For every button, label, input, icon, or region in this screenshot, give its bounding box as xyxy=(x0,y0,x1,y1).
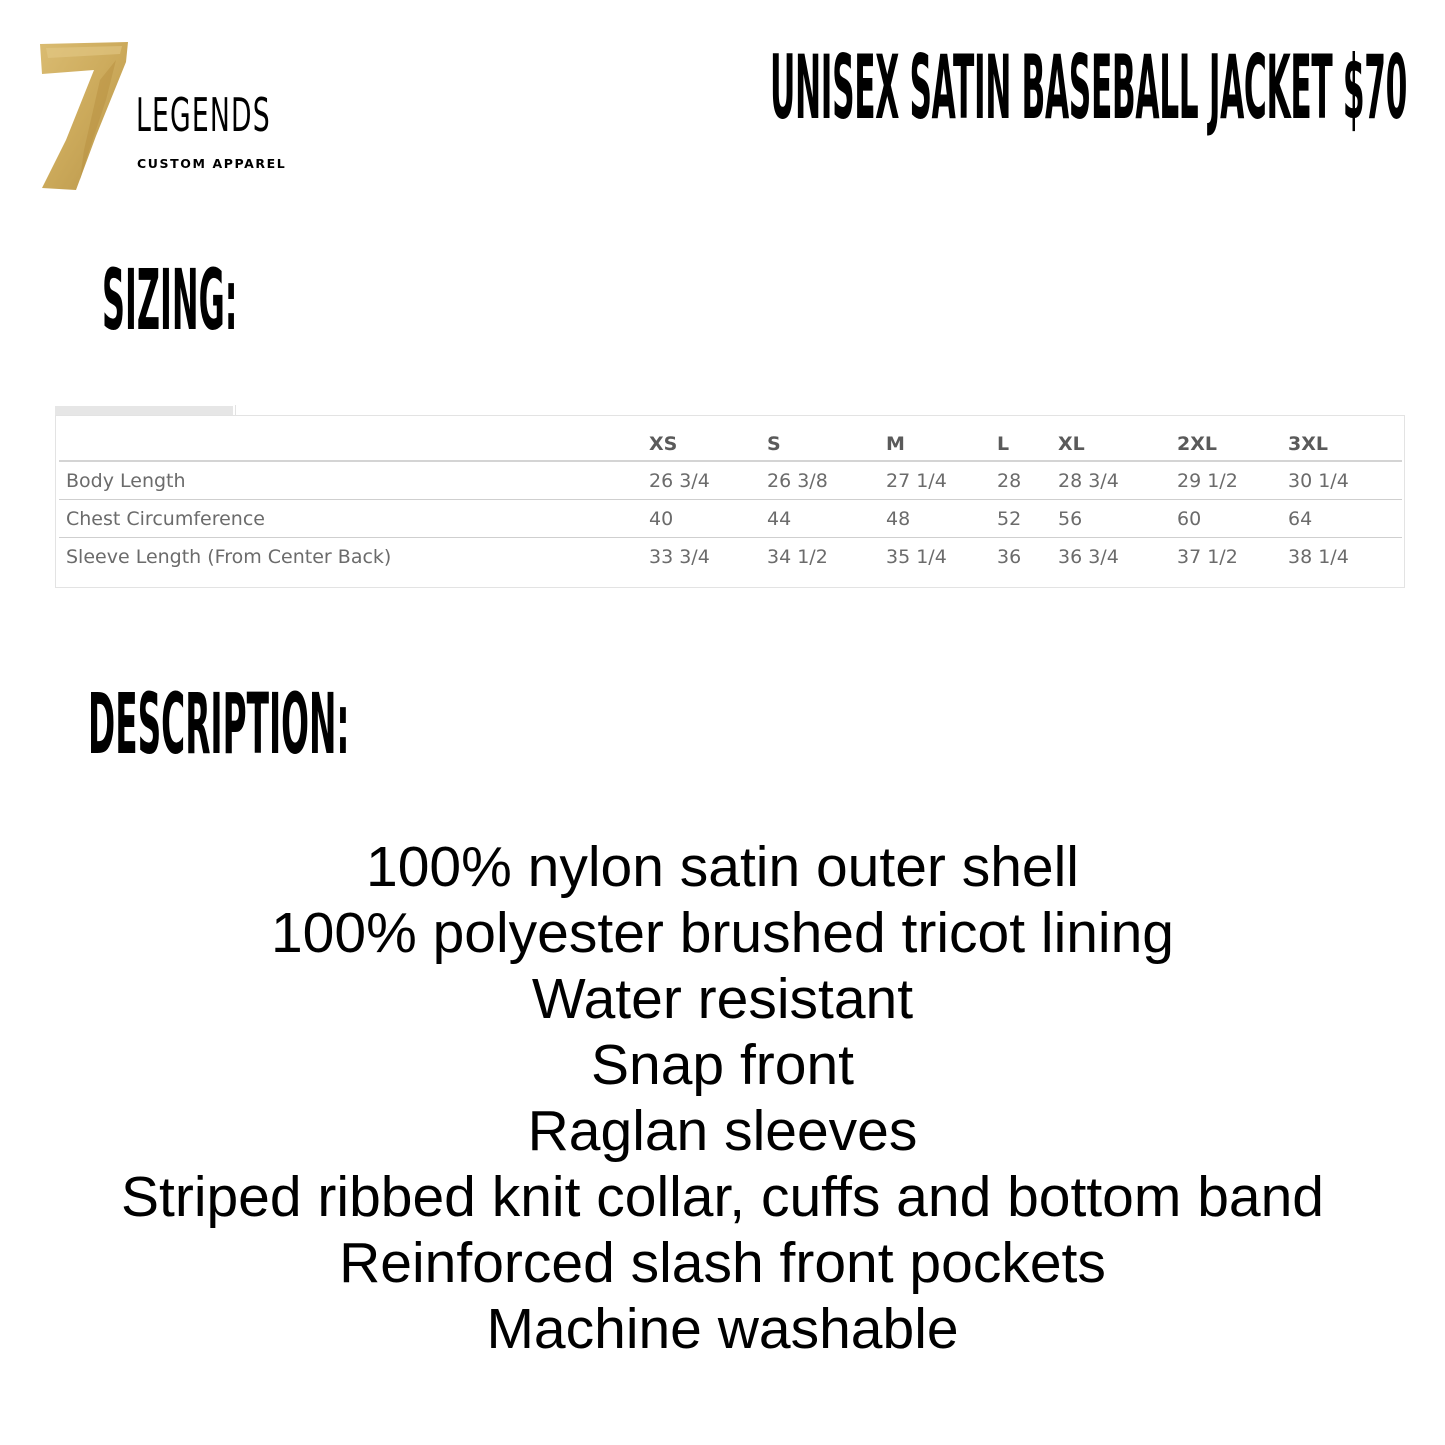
description-line: 100% polyester brushed tricot lining xyxy=(270,901,1174,965)
table-cell: 52 xyxy=(997,500,1058,538)
product-title: UNISEX SATIN BASEBALL JACKET $70 xyxy=(770,36,1407,139)
row-label: Chest Circumference xyxy=(59,500,649,538)
table-cell: 36 3/4 xyxy=(1058,545,1119,568)
sizing-heading: SIZING: xyxy=(102,251,238,349)
table-cell: 28 xyxy=(997,461,1058,500)
table-cell: 27 1/4 xyxy=(886,461,997,500)
description-line: Striped ribbed knit collar, cuffs and bottom band xyxy=(120,1165,1324,1229)
header-size-2xl: 2XL xyxy=(1177,428,1288,461)
table-cell: 33 3/4 xyxy=(649,545,710,568)
table-cell: 28 3/4 xyxy=(1058,461,1177,500)
description-line: Machine washable xyxy=(486,1297,959,1361)
brand-logo xyxy=(36,40,287,192)
header-size-3xl: 3XL xyxy=(1288,428,1402,461)
size-table xyxy=(59,428,1402,575)
table-cell: 38 1/4 xyxy=(1288,545,1349,568)
header-size-s: S xyxy=(767,428,886,461)
row-label: Body Length xyxy=(59,461,649,500)
table-cell: 29 1/2 xyxy=(1177,461,1288,500)
description-heading: DESCRIPTION: xyxy=(88,675,350,773)
table-cell: 30 1/4 xyxy=(1288,461,1402,500)
table-header-row xyxy=(59,428,1402,461)
description-line: Snap front xyxy=(590,1033,854,1097)
table-cell: 26 3/8 xyxy=(767,461,886,500)
description-line: Reinforced slash front pockets xyxy=(339,1231,1106,1295)
table-row xyxy=(59,538,1402,576)
header-size-m: M xyxy=(886,428,997,461)
table-cell: 36 xyxy=(997,545,1022,568)
table-cell: 60 xyxy=(1177,500,1288,538)
header-label xyxy=(59,428,649,461)
table-cell: 35 1/4 xyxy=(886,545,947,568)
table-cell: 64 xyxy=(1288,500,1402,538)
table-cell: 44 xyxy=(767,500,886,538)
header-size-xs: XS xyxy=(649,428,767,461)
logo-wordmark: LEGENDS xyxy=(136,88,271,142)
header-size-l: L xyxy=(997,428,1058,461)
table-cell: 34 1/2 xyxy=(767,545,828,568)
seven-logo-mark xyxy=(36,40,146,192)
description-line: 100% nylon satin outer shell xyxy=(366,835,1079,899)
table-cell: 40 xyxy=(649,500,767,538)
description-list xyxy=(0,834,1445,1362)
logo-tagline: CUSTOM APPAREL xyxy=(137,156,287,171)
table-cell: 56 xyxy=(1058,500,1177,538)
table-row xyxy=(59,461,1402,500)
header-size-xl: XL xyxy=(1058,428,1177,461)
table-cell: 26 3/4 xyxy=(649,461,767,500)
description-line: Raglan sleeves xyxy=(527,1099,918,1163)
table-cell: 48 xyxy=(886,500,997,538)
table-cell: 37 1/2 xyxy=(1177,545,1238,568)
table-row xyxy=(59,500,1402,538)
description-line: Water resistant xyxy=(531,967,914,1031)
size-chart xyxy=(55,415,1405,588)
row-label: Sleeve Length (From Center Back) xyxy=(66,545,392,568)
